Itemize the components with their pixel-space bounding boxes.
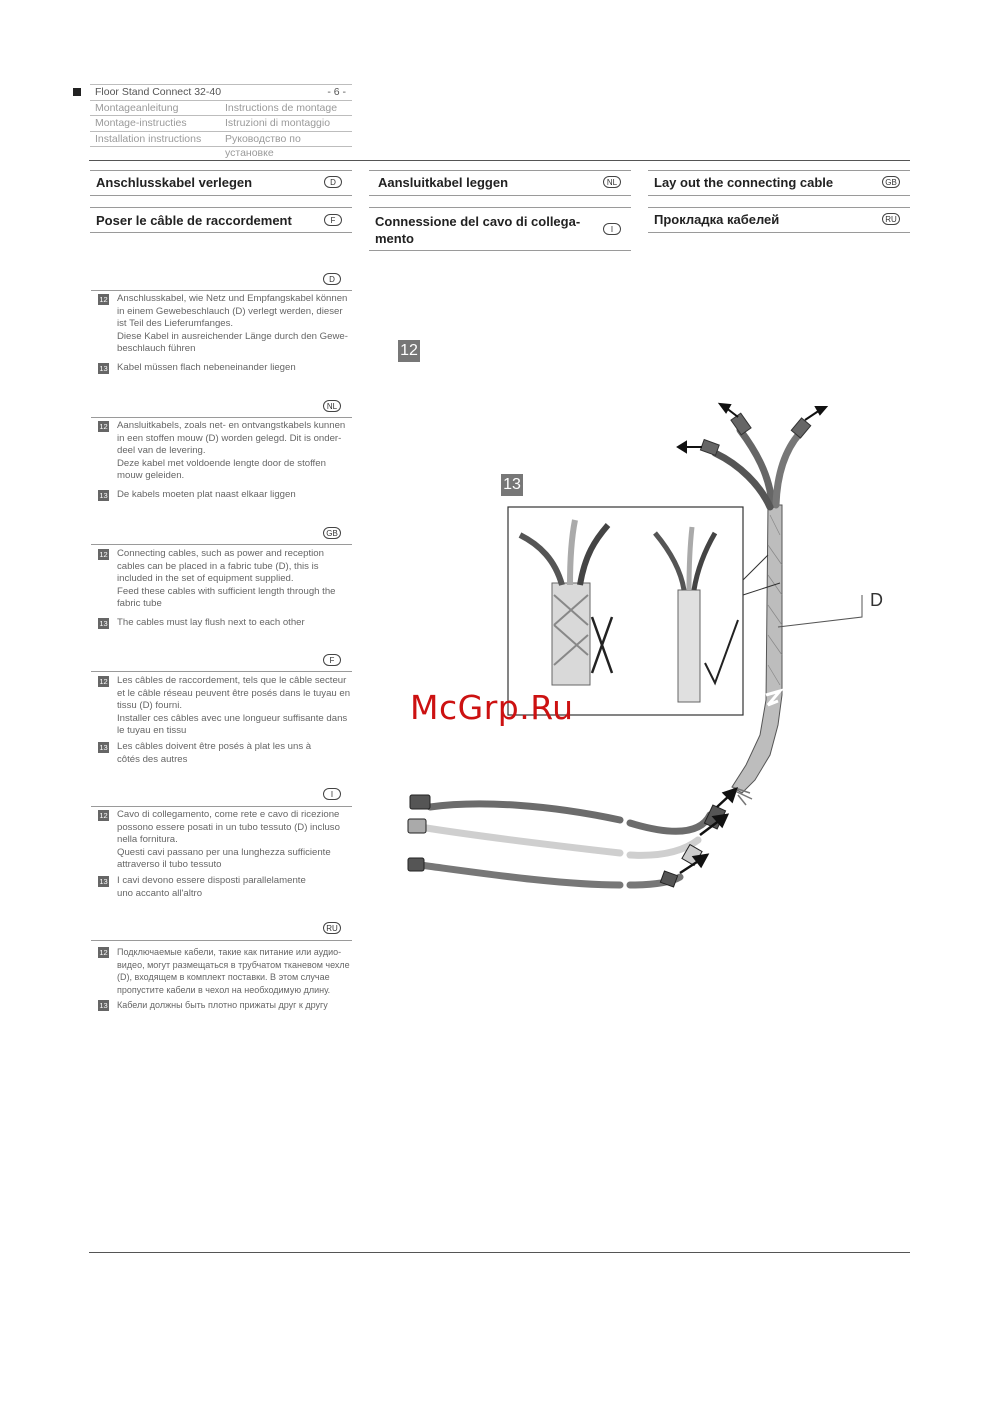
divider (91, 290, 352, 291)
step-number-badge: 12 (99, 295, 108, 304)
instruction-step (98, 548, 353, 610)
instruction-step (98, 946, 353, 996)
divider (91, 671, 352, 672)
divider (91, 940, 352, 941)
step-number-badge: 13 (99, 491, 108, 500)
instruction-text: Кабели должны быть плотно прижаты друг к другу (117, 1000, 328, 1010)
instruction-text: Cavo di collegamento, come rete e cavo di ricezione possono essere posati in un tubo tessuto (D) incluso nella fornitura. Questi cavi passano per una lunghezza sufficiente attraverso il tubo tessuto (117, 809, 340, 871)
language-badge-gb: GB (323, 527, 341, 539)
figure-13-inset (508, 507, 780, 715)
header-square-bullet (73, 88, 81, 96)
instruction-text: Les câbles doivent être posés à plat les uns à côtés des autres (117, 741, 312, 765)
cable-illustration (380, 395, 910, 915)
figure-number-12: 12 (398, 340, 420, 362)
language-badge: F (324, 214, 342, 226)
header-label: Installation instructions (95, 132, 202, 145)
header-table (90, 84, 352, 159)
instruction-text: Connecting cables, such as power and reception cables can be placed in a fabric tube (D), this is included in the set of equipment supplied. Feed these cables with sufficient length through the fabric tube (117, 548, 336, 610)
divider (91, 544, 352, 545)
section-title-fr (90, 207, 352, 233)
header-label: Montageanleitung (95, 101, 179, 114)
section-title-text: Прокладка кабелей (654, 212, 780, 227)
language-badge: GB (882, 176, 900, 188)
step-number-badge: 12 (99, 422, 108, 431)
top-divider (89, 160, 910, 161)
step-number-badge: 12 (99, 550, 108, 559)
header-row (90, 115, 352, 131)
language-badge-ru: RU (323, 922, 341, 934)
fabric-tube-label: D (870, 590, 883, 610)
figure-number-13: 13 (501, 474, 523, 496)
step-number-badge: 13 (99, 1001, 108, 1010)
instruction-step (98, 999, 353, 1013)
section-title-text: Poser le câble de raccordement (96, 213, 292, 228)
section-title-text: Anschlusskabel verlegen (96, 175, 253, 190)
instruction-step (98, 875, 353, 901)
section-title-it (369, 207, 631, 251)
header-row (90, 100, 352, 116)
instruction-text: Aansluitkabels, zoals net- en ontvangstkabels kunnen in een stoffen mouw (D) worden gelegd. Dit is onder-deel van de levering. Deze kabel met voldoende lengte door de stoffen mouw geleiden. (117, 420, 346, 482)
header-label: Montage-instructies (95, 117, 187, 129)
instruction-text: I cavi devono essere disposti parallelamente uno accanto all'altro (117, 875, 306, 899)
document-title: Floor Stand Connect 32-40 (95, 86, 222, 98)
header-row (90, 131, 352, 159)
instruction-step (98, 362, 353, 376)
header-label: Istruzioni di montaggio (225, 117, 331, 129)
instruction-step (98, 489, 353, 503)
section-title-gb (648, 170, 910, 196)
language-badge: NL (603, 176, 621, 188)
step-number-badge: 13 (99, 877, 108, 886)
header-label: Instructions de montage (225, 101, 338, 114)
instruction-step (98, 741, 353, 767)
divider (91, 806, 352, 807)
watermark: McGrp.Ru (410, 688, 574, 727)
instruction-step (98, 617, 353, 631)
step-number-badge: 12 (99, 811, 108, 820)
instruction-text: Подключаемые кабели, такие как питание или аудио-видео, могут размещаться в трубчатом тканевом чехле (D), входящем в комплект поставки. В этом случае пропустите кабели в чехол на необходимую длину. (117, 947, 350, 995)
instruction-step (98, 420, 353, 482)
d-leader-line (778, 595, 862, 627)
section-title-de (90, 170, 352, 196)
step-number-badge: 13 (99, 619, 108, 628)
step-number-badge: 12 (99, 948, 108, 957)
step-number-badge: 13 (99, 743, 108, 752)
header-title-row (90, 84, 352, 100)
step-number-badge: 12 (99, 677, 108, 686)
language-badge: RU (882, 213, 900, 225)
language-badge-de: D (323, 273, 341, 285)
instruction-text: Les câbles de raccordement, tels que le câble secteur et le câble réseau peuvent être posés dans le tuyau en tissu (D) fourni. Installer ces câbles avec une longueur suffisante dans le tuyau en tissu (117, 675, 351, 737)
top-cables (715, 430, 800, 507)
section-title-nl (369, 170, 631, 196)
instruction-text: The cables must lay flush next to each other (117, 617, 305, 628)
section-title-text: Aansluitkabel leggen (378, 175, 509, 190)
language-badge: I (603, 223, 621, 235)
bottom-divider (89, 1252, 910, 1253)
language-badge: D (324, 176, 342, 188)
page-number: - 6 - (327, 86, 346, 98)
language-badge-nl: NL (323, 400, 341, 412)
step-number-badge: 13 (99, 364, 108, 373)
instruction-text: Kabel müssen flach nebeneinander liegen (117, 362, 296, 373)
language-badge-fr: F (323, 654, 341, 666)
instruction-step (98, 809, 353, 871)
instruction-text: Anschlusskabel, wie Netz und Empfangskabel können in einem Gewebeschlauch (D) verlegt werden, dieser ist Teil des Lieferumfanges. Diese Kabel in ausreichender Länge durch den Gewe-beschlauch führen (117, 293, 348, 355)
section-title-text: Lay out the connecting cable (654, 175, 834, 190)
instruction-step (98, 293, 353, 355)
language-badge-it: I (323, 788, 341, 800)
header-label: Руководство по установке (225, 132, 301, 159)
instruction-step (98, 675, 353, 737)
section-title-ru (648, 207, 910, 233)
section-title-text: Connessione del cavo di collega- mento (375, 214, 581, 246)
instruction-text: De kabels moeten plat naast elkaar liggen (117, 489, 296, 500)
divider (91, 417, 352, 418)
